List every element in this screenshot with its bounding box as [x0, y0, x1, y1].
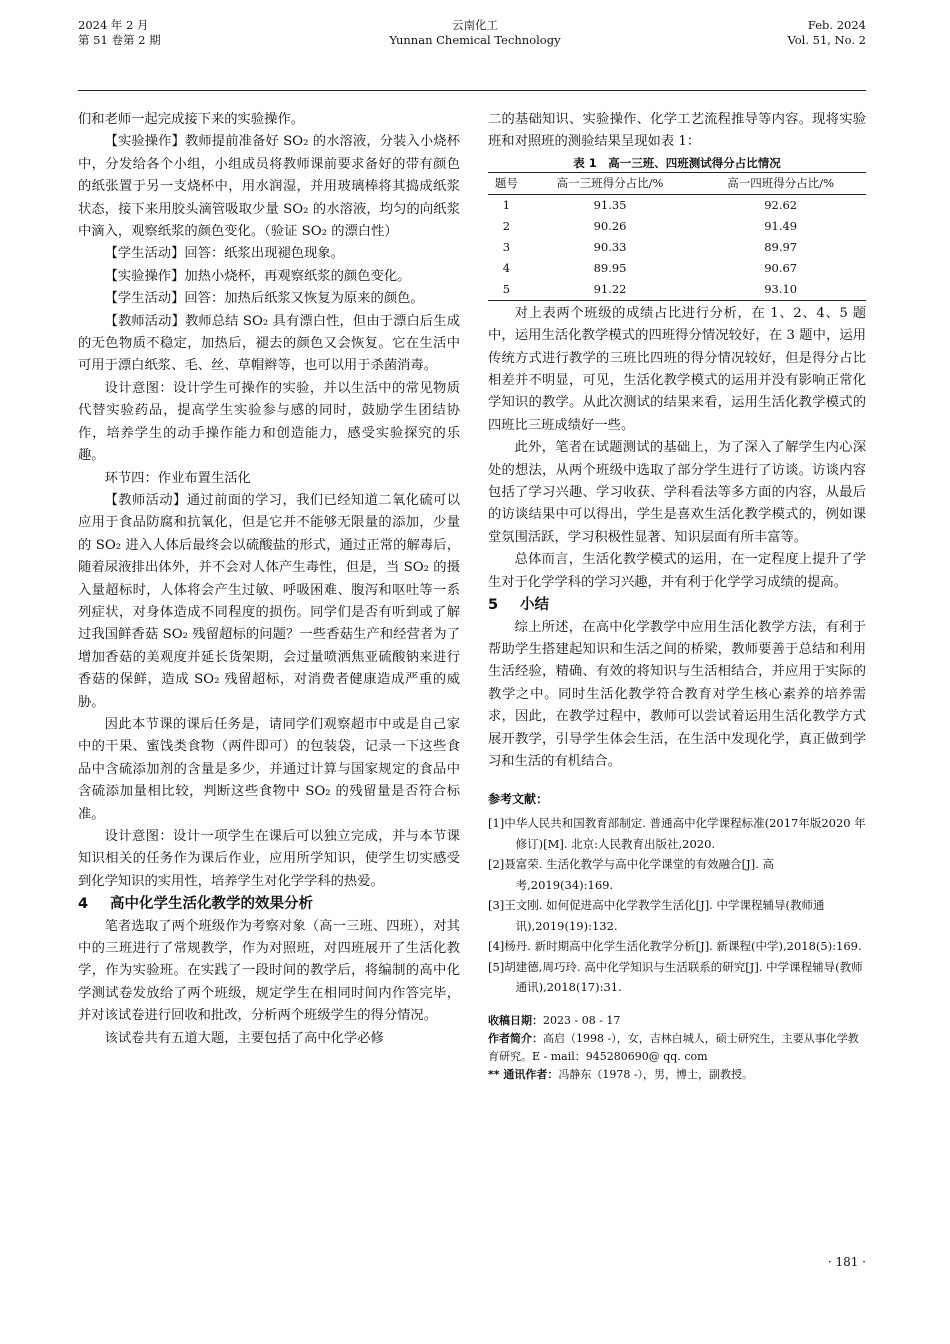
reference-item: [3]王文刚. 如何促进高中化学教学生活化[J]. 中学课程辅导(教师通讯),2019(19):132. — [488, 898, 825, 933]
reference-item: [5]胡建德,周巧玲. 高中化学知识与生活联系的研究[J]. 中学课程辅导(教师通讯),2018(17):31. — [488, 959, 863, 995]
table-cell: 93.10 — [764, 281, 798, 296]
table-cell: 91.22 — [593, 281, 627, 296]
section-number: 5 — [488, 597, 499, 614]
header-volume: 第 51 卷第 2 期 — [78, 33, 161, 47]
paragraph: 【实验操作】加热小烧杯，再观察纸浆的颜色变化。 — [104, 268, 411, 284]
table-caption: 表 1 高一三班、四班测试得分占比情况 — [573, 155, 781, 170]
reference-item: [2]聂富荣. 生活化教学与高中化学课堂的有效融合[J]. 高考,2019(34):169. — [488, 857, 774, 892]
received-value: 2023 - 08 - 17 — [543, 1013, 621, 1027]
section-number: 4 — [78, 896, 89, 913]
paragraph: 【实验操作】教师提前准备好 SO₂ 的水溶液，分装入小烧杯中，分发给各个小组，小组成员将教师课前要求备好的带有颜色的纸张置于另一支烧杯中，用水润湿，并用玻璃棒将其捣成纸浆状态，接下来用胶头滴管吸取少量 SO₂ 的水溶液，均匀的向纸浆中滴入，观察纸浆的颜色变化。（验证 SO₂ 的漂白性） — [78, 134, 460, 240]
corr-value: 冯静东（1978 -），男，博士，副教授。 — [558, 1067, 754, 1081]
paragraph: 此外，笔者在试题测试的基础上，为了深入了解学生内心深处的想法，从两个班级中选取了部分学生进行了访谈。访谈内容包括了学习兴趣、学习收获、学科看法等多方面的内容，从最后的访谈结果中可以得出，学生是喜欢生活化教学模式的，例如课堂氛围活跃，学习积极性显著、知识层面有所丰富等。 — [488, 440, 866, 545]
table-cell: 4 — [502, 260, 511, 275]
paragraph: 因此本节课的课后任务是，请同学们观察超市中或是自己家中的干果、蜜饯类食物（两件即可）的包装袋，记录一下这些食品中含硫添加剂的含量是多少，并通过计算与国家规定的食品中含硫添加量相比较，判断这些食物中 SO₂ 的残留量是否符合标准。 — [78, 716, 460, 822]
journal-name-en: Yunnan Chemical Technology — [389, 33, 561, 47]
table-header: 高一四班得分占比/% — [727, 175, 835, 190]
article-meta — [488, 1012, 866, 1084]
section-heading-5 — [488, 594, 866, 616]
received-date — [488, 1012, 866, 1030]
paragraph: 二的基础知识、实验操作、化学工艺流程推导等内容。现将实验班和对照班的测验结果呈现如表 1： — [488, 112, 866, 150]
paragraph: 环节四：作业布置生活化 — [104, 470, 251, 486]
table-row — [488, 279, 866, 301]
corresponding-author — [488, 1066, 866, 1084]
author-value: 高启（1998 -），女，吉林白城人，硕士研究生，主要从事化学教育研究。E - mail：945280690@ qq. com — [488, 1031, 859, 1063]
received-label: 收稿日期： — [488, 1013, 543, 1027]
author-bio — [488, 1030, 866, 1066]
paragraph: 该试卷共有五道大题，主要包括了高中化学必修 — [104, 1030, 384, 1046]
table-row — [488, 237, 866, 258]
right-column — [488, 109, 866, 1084]
journal-name-cn: 云南化工 — [452, 18, 498, 32]
header-right — [787, 18, 866, 48]
paragraph: 设计意图：设计一项学生在课后可以独立完成，并与本节课知识相关的任务作为课后作业，应用所学知识，使学生切实感受到化学知识的实用性，培养学生对化学学科的热爱。 — [78, 829, 460, 889]
table-cell: 5 — [502, 281, 511, 296]
paragraph: 设计意图：设计学生可操作的实验，并以生活中的常见物质代替实验药品，提高学生实验参与感的同时，鼓励学生团结协作，培养学生的动手操作能力和创造能力，感受实验探究的乐趣。 — [78, 380, 460, 464]
table-header: 题号 — [494, 175, 518, 190]
paragraph: 笔者选取了两个班级作为考察对象（高一三班、四班），对其中的三班进行了常规教学，作为对照班，对四班展开了生活化教学，作为实验班。在实践了一段时间的教学后，将编制的高中化学测试卷发放给了两个班级，规定学生在相同时间内作答完毕，并对该试卷进行回收和批改，分析两个班级学生的得分情况。 — [78, 918, 460, 1024]
reference-item: [4]杨丹. 新时期高中化学生活化教学分析[J]. 新课程(中学),2018(5):169. — [488, 939, 862, 954]
table-cell: 90.26 — [593, 218, 627, 233]
corr-label: ** 通讯作者： — [488, 1067, 559, 1081]
table-header-row — [488, 172, 866, 194]
author-label: 作者简介： — [488, 1031, 543, 1045]
header-rule — [78, 90, 866, 91]
table-row — [488, 258, 866, 279]
paragraph: 【学生活动】回答：加热后纸浆又恢复为原来的颜色。 — [104, 291, 424, 307]
header-volume-en: Vol. 51, No. 2 — [787, 33, 866, 47]
table-row — [488, 194, 866, 216]
table-cell: 92.62 — [764, 197, 798, 212]
reference-item: [1]中华人民共和国教育部制定. 普通高中化学课程标准(2017年版2020 年修订)[M]. 北京:人民教育出版社,2020. — [488, 816, 866, 851]
paragraph: 对上表两个班级的成绩占比进行分析，在 1、2、4、5 题中，运用生活化教学模式的四班得分情况较好，在 3 题中，运用传统方式进行教学的三班比四班的得分情况较好，但是得分占比相差并不明显，可见，生活化教学模式的运用并没有影响正常化学知识的教学。从此次测试的结果来看，运用生活化教学模式的四班比三班成绩好一些。 — [488, 305, 866, 433]
score-table — [488, 172, 866, 301]
table-row — [488, 216, 866, 237]
paragraph: 【教师活动】通过前面的学习，我们已经知道二氧化硫可以应用于食品防腐和抗氧化，但是它并不能够无限量的添加，少量的 SO₂ 进入人体后最终会以硫酸盐的形式，通过正常的解毒后，随着尿液排出体外，并不会对人体产生毒性，但是，当 SO₂ 的摄入量超标时，人体将会产生过敏、呼吸困难、腹泻和呕吐等一系列症状，对身体造成不同程度的损伤。同学们是否有听到或了解过我国鲜香菇 SO₂ 残留超标的问题？一些香菇生产和经营者为了增加香菇的美观度并延长货架期，会过量喷洒焦亚硫酸钠来进行香菇的保鲜，造成 SO₂ 残留超标，对消费者健康造成严重的威胁。 — [78, 492, 460, 710]
header-date: 2024 年 2 月 — [78, 18, 149, 32]
paragraph: 【学生活动】回答：纸浆出现褪色现象。 — [104, 246, 344, 262]
table-cell: 2 — [502, 218, 511, 233]
table-cell: 90.33 — [593, 239, 627, 254]
table-cell: 91.35 — [593, 197, 627, 212]
paragraph: 总体而言，生活化教学模式的运用，在一定程度上提升了学生对于化学学科的学习兴趣，并有利于化学学习成绩的提高。 — [488, 552, 866, 590]
table-cell: 91.49 — [764, 218, 798, 233]
references-title: 参考文献： — [488, 792, 549, 807]
section-title: 小结 — [520, 597, 549, 614]
table-cell: 3 — [502, 239, 511, 254]
table-header: 高一三班得分占比/% — [556, 175, 664, 190]
table-cell: 90.67 — [764, 260, 798, 275]
table-cell: 89.97 — [764, 239, 798, 254]
table-cell: 1 — [502, 197, 511, 212]
paragraph: 们和老师一起完成接下来的实验操作。 — [78, 112, 305, 127]
header-date-en: Feb. 2024 — [807, 18, 866, 32]
paragraph: 【教师活动】教师总结 SO₂ 具有漂白性，但由于漂白后生成的无色物质不稳定，加热后，褪去的颜色又会恢复。它在生活中可用于漂白纸浆、毛、丝、草帽辫等，也可以用于杀菌消毒。 — [78, 313, 460, 374]
table-cell: 89.95 — [593, 260, 627, 275]
section-title: 高中化学生活化教学的效果分析 — [110, 896, 313, 913]
left-column — [78, 109, 460, 1050]
section-heading-4 — [78, 893, 460, 915]
page-number: · 181 · — [827, 1255, 866, 1269]
paragraph: 综上所述，在高中化学教学中应用生活化教学方法，有利于帮助学生搭建起知识和生活之间的桥梁，教师要善于总结和利用生活经验，精确、有效的将知识与生活相结合，并应用于实际的教学之中。同时生活化教学符合教育对学生核心素养的培养需求，因此，在教学过程中，教师可以尝试着运用生活化教学方式展开教学，引导学生体会生活，在生活中发现化学，真正做到学习和生活的有机结合。 — [488, 619, 866, 769]
